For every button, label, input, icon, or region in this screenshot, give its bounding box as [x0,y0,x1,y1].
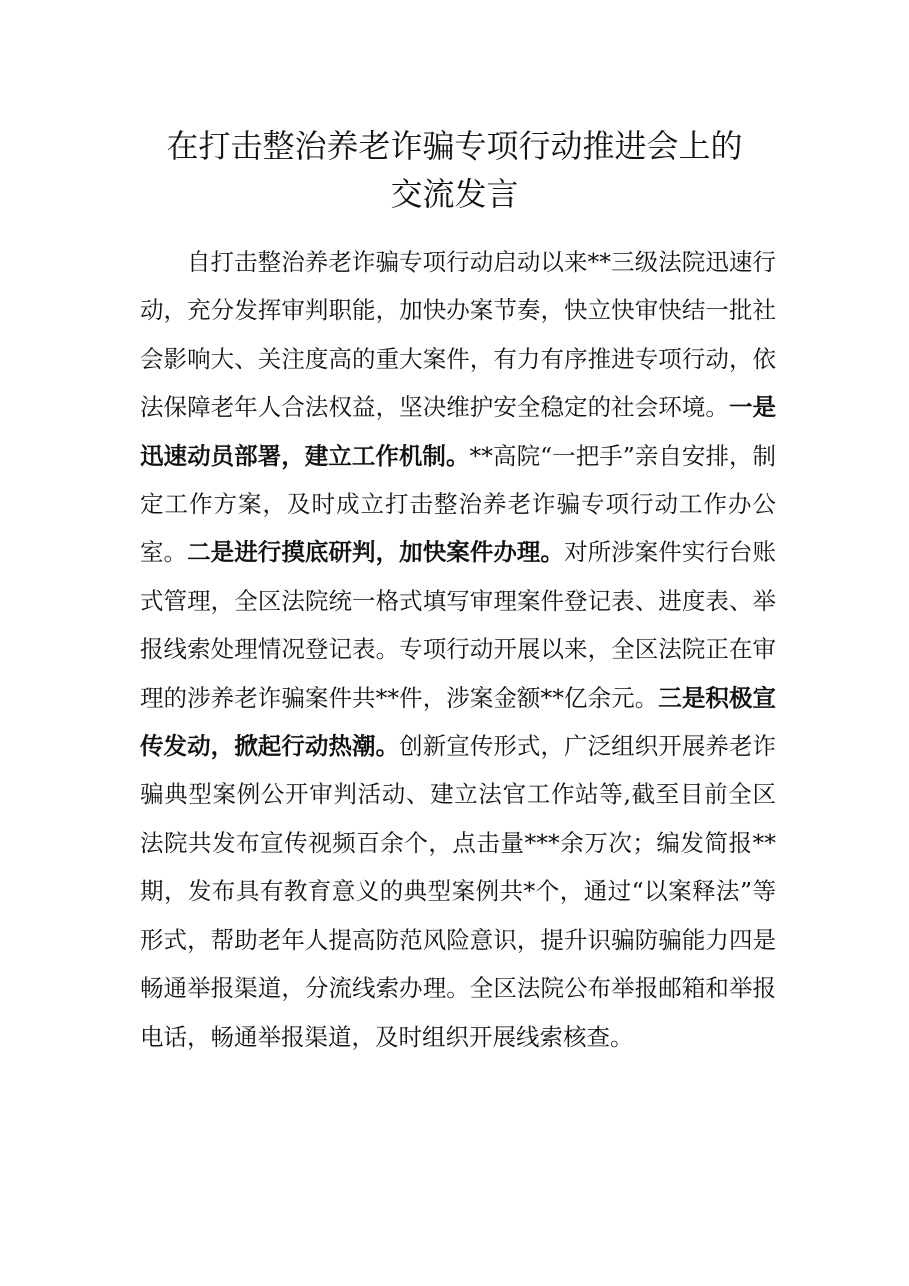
bold-heading-3: 三是积极宣传发动，掀起行动热潮。 [140,683,777,761]
text-run: 自打击整治养老诈骗专项行动启动以来**三级法院迅速行动，充分发挥审判职能，加快办案节奏，快立快审快结一批社会影响大、关注度高的重大案件，有力有序推进专项行动，依法保障老年人合法权益，坚决维护安全稳定的社会环境。 [140,248,776,422]
bold-heading-1: 一是迅速动员部署，建立工作机制。 [140,393,777,470]
title-line-1: 在打击整治养老诈骗专项行动推进会上的 [166,127,743,165]
text-run: 创新宣传形式，广泛组织开展养老诈骗典型案例公开审判活动、建立法官工作站等,截至目前全区法院共发布宣传视频百余个，点击量***余万次；编发简报**期，发布具有教育意义的典型案例共*个，通过“以案释法”等形式，帮助老年人提高防范风险意识，提升识骗防骗能力四是畅通举报渠道，分流线索办理。全区法院公布举报邮箱和举报电话，畅通举报渠道，及时组织开展线索核查。 [140,732,777,1051]
document-title [120,122,789,218]
title-line-2: 交流发言 [390,175,519,213]
text-run: **高院“一把手”亲自安排，制定工作方案，及时成立打击整治养老诈骗专项行动工作办公室。 [140,441,777,567]
bold-heading-2: 二是进行摸底研判，加快案件办理。 [187,538,565,567]
body-paragraph [140,238,776,1061]
text-run: 对所涉案件实行台账式管理，全区法院统一格式填写审理案件登记表、进度表、举报线索处理情况登记表。专项行动开展以来，全区法院正在审理的涉养老诈骗案件共**件，涉案金额**亿余元。 [140,538,777,712]
